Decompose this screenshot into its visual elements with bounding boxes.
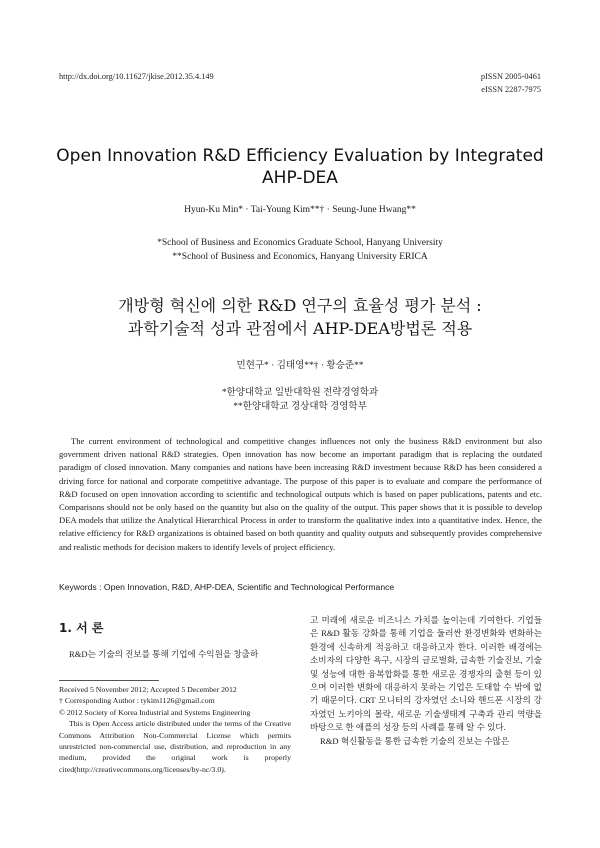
issn-block: [481, 70, 541, 96]
doi-link: http://dx.doi.org/10.11627/jkise.2012.35.4.149: [59, 72, 214, 81]
right-col-paragraph-2: R&D 혁신활동을 통한 급속한 기술의 진보는 수많은: [320, 735, 510, 746]
section-1-title: 1. 서 론: [59, 621, 104, 635]
title-ko-line2: 과학기술적 성과 관점에서 AHP-DEA방법론 적용: [127, 319, 473, 338]
corresponding-author: † Corresponding Author : tykim1126@gmail.com: [59, 696, 215, 706]
keywords-label: Keywords: [59, 582, 97, 592]
paper-title-korean: [40, 294, 560, 340]
eissn: eISSN 2287-7975: [481, 85, 541, 94]
open-access-notice: This is Open Access article distributed under the terms of the Creative Commons Attribution Non-Commercial License which permits unrestricted non-commercial use, distribution, and reproduction in any medium, provided the original work is properly cited(http://creativecommons.org/licenses/by-nc/3.0).: [59, 719, 291, 774]
affiliation-en-1: *School of Business and Economics Graduate School, Hanyang University: [157, 238, 443, 248]
affiliation-ko-2: **한양대학교 경상대학 경영학부: [233, 402, 367, 412]
copyright: © 2012 Society of Korea Industrial and Systems Engineering: [59, 707, 251, 717]
right-column-body: [310, 614, 542, 748]
affiliations-korean: [0, 386, 600, 414]
footnotes: [59, 684, 291, 775]
keywords-line: [59, 582, 542, 592]
affiliations-english: [0, 236, 600, 264]
keywords-list: : Open Innovation, R&D, AHP-DEA, Scientific and Technological Performance: [99, 582, 395, 592]
received-date: Received 5 November 2012; Accepted 5 December 2012: [59, 685, 237, 694]
right-col-paragraph-1: 고 미래에 새로운 비즈니스 가치를 높이는데 기여한다. 기업들은 R&D 활동 강화를 통해 기업을 둘러싼 환경변화와 변화하는 환경에 신속하게 적응하고 대응하고자 한다. 이러한 배경에는 소비자의 다양한 욕구, 시장의 글로벌화, 급속한 기술진보, 기술 및 성능에 대한 융복합화를 통한 새로운 경쟁자의 출현 등이 있으며 이러한 변화에 대응하지 못하는 기업은 도태할 수 밖에 없기 때문이다. CRT 모니터의 강자였던 소니와 핸드폰 시장의 강자였던 노키아의 몰락, 새로운 기술생태계 구축과 관리 역량을 바탕으로 한 애플의 성장 등의 사례를 통해 알 수 있다.: [310, 615, 542, 733]
title-ko-line1: 개방형 혁신에 의한 R&D 연구의 효율성 평가 분석 :: [118, 296, 482, 315]
footnote-divider: [59, 680, 159, 681]
authors-english: Hyun-Ku Min* · Tai-Young Kim**† · Seung-June Hwang**: [184, 205, 416, 215]
pissn: pISSN 2005-0461: [480, 72, 541, 81]
authors-korean: 민현구* · 김태영**† · 황승준**: [236, 361, 364, 371]
section-1-first-line: R&D는 기술의 진보를 통해 기업에 수익원을 창출하: [69, 649, 259, 659]
paper-title-english: Open Innovation R&D Efficiency Evaluation by Integrated AHP-DEA: [56, 146, 544, 188]
affiliation-en-2: **School of Business and Economics, Hanyang University ERICA: [172, 252, 428, 262]
abstract: The current environment of technological and competitive changes influences not only the business R&D environment but also government driven national R&D strategies. Open innovation has now become an important paradigm that is replacing the outdated paradigm of closed innovation. Many companies and nations have been increasing R&D investment because R&D has been considered a driving force for national and corporate competitive advantage. The purpose of this paper is to evaluate and compare the performance of R&D focused on open innovation according to scientific and technological outputs which is based on paper publications, patents and etc. Comparisons should not be only based on the quantity but also on the quality of the output. This paper shows that it is possible to develop DEA models that utilize the Analytical Hierarchical Process in order to transform the qualitative index into a quantitative index. Hence, the relative efficiency for R&D organizations is obtained based on both quantity and quality outputs and subsequently provides comprehensive and realistic methods for decision makers to identify levels of project efficiency.: [59, 436, 542, 552]
affiliation-ko-1: *한양대학교 일반대학원 전략경영학과: [221, 388, 379, 398]
